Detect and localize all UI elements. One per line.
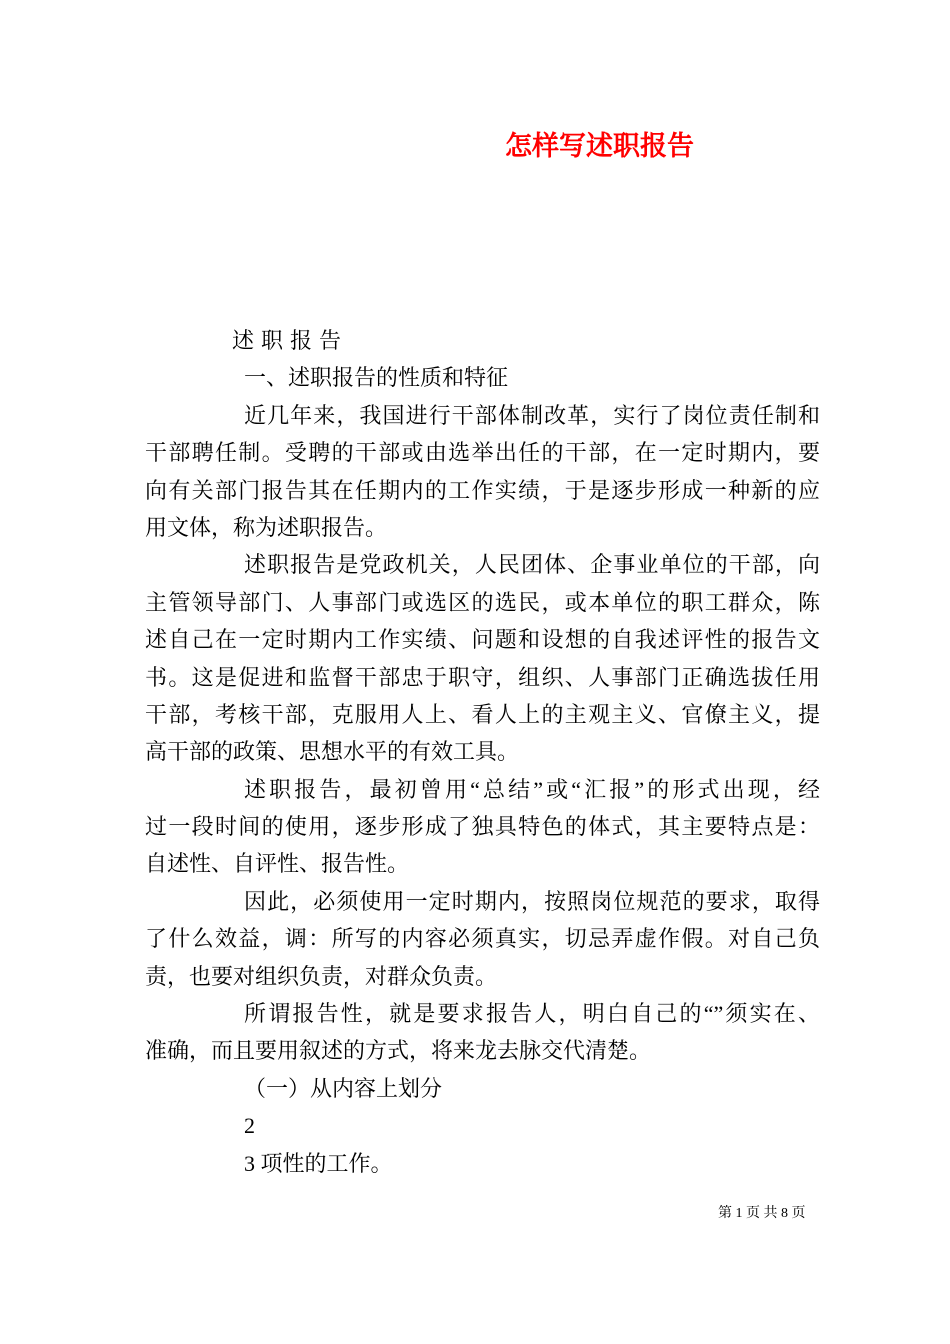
body-line: 一、述职报告的性质和特征 — [244, 365, 509, 391]
body-line: 干部聘任制。受聘的干部或由选举出任的干部，在一定时期内，要 — [145, 440, 820, 466]
body-line: 向有关部门报告其在任期内的工作实绩，于是逐步形成一种新的应 — [145, 477, 820, 503]
document-body — [145, 322, 820, 1182]
body-line: 准确，而且要用叙述的方式，将来龙去脉交代清楚。 — [145, 1038, 652, 1064]
body-line: 2 — [244, 1113, 255, 1139]
body-line: 所谓报告性，就是要求报告人，明白自己的“”须实在、 — [244, 1001, 820, 1027]
page-footer — [718, 1204, 806, 1224]
body-line: 责，也要对组织负责，对群众负责。 — [145, 963, 498, 989]
body-line: 了什么效益，调：所写的内容必须真实，切忌弄虚作假。对自己负 — [145, 926, 820, 952]
body-line: 述职报告是党政机关，人民团体、企事业单位的干部，向 — [244, 552, 820, 578]
body-line: 述自己在一定时期内工作实绩、问题和设想的自我述评性的报告文 — [145, 627, 820, 653]
page-number-indicator: 第 1 页 共 8 页 — [718, 1206, 806, 1221]
body-line: 因此，必须使用一定时期内，按照岗位规范的要求，取得 — [244, 888, 820, 914]
body-line: 述职报告 — [232, 328, 349, 353]
document-title: 怎样写述职报告 — [505, 131, 694, 161]
body-line: 自述性、自评性、报告性。 — [145, 851, 410, 877]
body-line: 书。这是促进和监督干部忠于职守，组织、人事部门正确选拔任用 — [145, 664, 820, 690]
body-line: 主管领导部门、人事部门或选区的选民，或本单位的职工群众，陈 — [145, 589, 820, 615]
body-line: 过一段时间的使用，逐步形成了独具特色的体式，其主要特点是： — [145, 814, 820, 840]
body-line: 高干部的政策、思想水平的有效工具。 — [145, 739, 520, 765]
body-line: 近几年来，我国进行干部体制改革，实行了岗位责任制和 — [244, 402, 820, 428]
body-line: （一）从内容上划分 — [244, 1075, 443, 1101]
body-line: 用文体，称为述职报告。 — [145, 514, 388, 540]
body-line: 干部，考核干部，克服用人上、看人上的主观主义、官僚主义，提 — [145, 701, 820, 727]
body-line: 述职报告，最初曾用“总结”或“汇报”的形式出现，经 — [244, 776, 820, 802]
body-line: 3 项性的工作。 — [244, 1150, 393, 1176]
